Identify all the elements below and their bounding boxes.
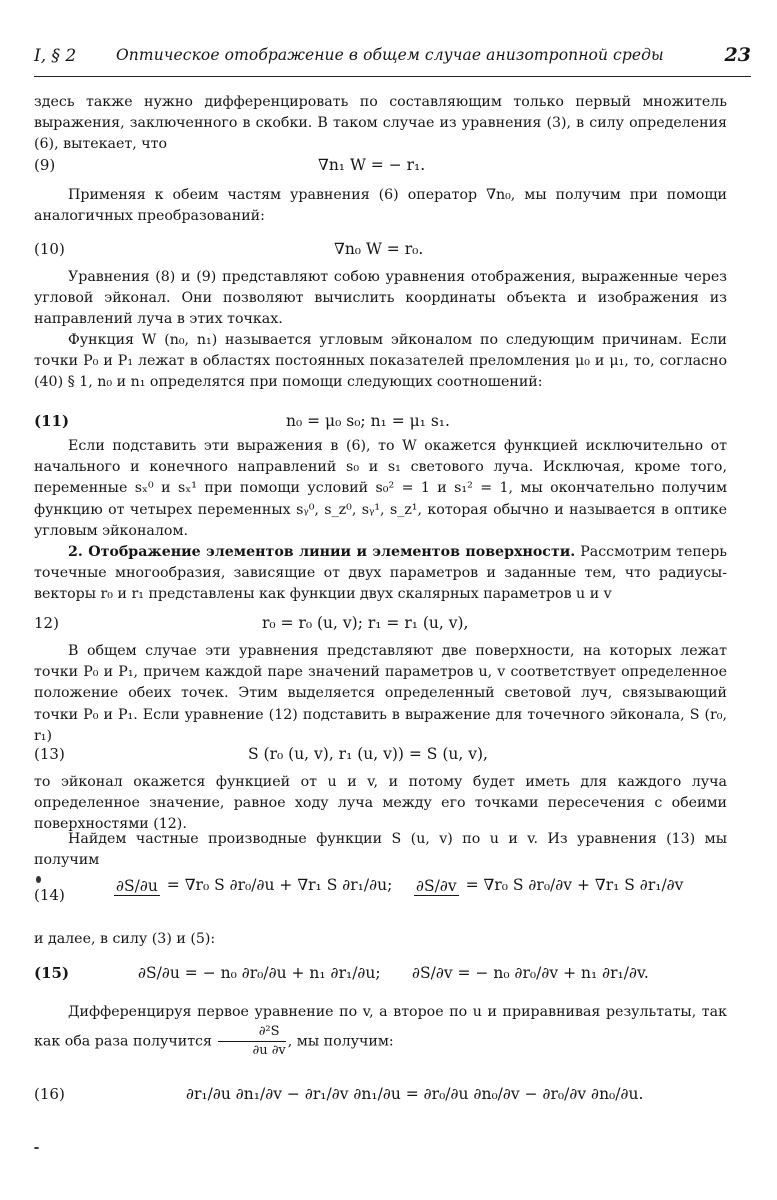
paragraph-11-text: Дифференцируя первое уравнение по v, а второе по u и приравнивая результаты, так как оба раза получится [34,1004,727,1050]
equation-9: ∇n₁ W = − r₁. [318,156,426,174]
fraction-denominator: ∂u ∂v [252,1043,286,1059]
header-section: I, § 2 [34,46,77,66]
equation-10: ∇n₀ W = r₀. [334,240,424,258]
running-header [34,42,751,77]
paragraph-10: и далее, в силу (3) и (5): [34,931,216,947]
equation-number-10: (10) [34,240,65,258]
page-number: 23 [724,44,751,66]
equation-14b-rhs: = ∇r₀ S ∂r₀/∂v + ∇r₁ S ∂r₁/∂v [465,876,684,894]
equation-15a: ∂S/∂u = − n₀ ∂r₀/∂u + n₁ ∂r₁/∂u; [138,964,381,982]
subsection-heading: 2. Отображение элементов линии и элементов поверхности. [68,544,576,560]
fraction-ds-du: ∂S/∂u [116,876,158,895]
equation-16: ∂r₁/∂u ∂n₁/∂v − ∂r₁/∂v ∂n₁/∂u = ∂r₀/∂u ∂n₀/∂v − ∂r₀/∂v ∂n₀/∂u. [186,1085,644,1103]
equation-13: S (r₀ (u, v), r₁ (u, v)) = S (u, v), [248,745,488,763]
equation-14a-rhs: = ∇r₀ S ∂r₀/∂u + ∇r₁ S ∂r₁/∂u; [166,876,393,894]
equation-15b: ∂S/∂v = − n₀ ∂r₀/∂v + n₁ ∂r₁/∂v. [412,964,649,982]
equation-14b [412,876,683,896]
paragraph-6 [34,542,727,606]
paragraph-5: Если подставить эти выражения в (6), то W окажется функцией исключительно от начального и конечного направлений s₀ и s₁ светового луча. Исключая, кроме того, переменные sₓ⁰ и sₓ¹ при помощи условий s₀² = 1 и s₁² = 1, мы окончательно получим функцию от четырех переменных sᵧ⁰, s_z⁰, sᵧ¹, s_z¹, которая обычно и называется в оптике угловым эйконалом. [34,438,727,539]
paragraph-4: Функция W (n₀, n₁) называется угловым эйконалом по следующим причинам. Если точки P₀ и P₁ лежат в областях постоянных показателей преломления μ₀ и μ₁, то, согласно (40) § 1, n₀ и n₁ определятся при помощи следующих соотношений: [34,332,727,391]
equation-number-12: 12) [34,614,59,632]
paragraph-6-text: Рассмотрим теперь точечные многообразия, зависящие от двух параметров и заданные тем, что радиусы-векторы r₀ и r₁ представлены как функции двух скалярных параметров u и v [34,544,727,603]
equation-number-15: (15) [34,964,70,982]
print-speck [36,876,41,883]
print-speck [34,1147,39,1149]
equation-number-9: (9) [34,156,56,174]
equation-12: r₀ = r₀ (u, v); r₁ = r₁ (u, v), [262,614,469,632]
equation-number-16: (16) [34,1085,65,1103]
paragraph-3: Уравнения (8) и (9) представляют собою уравнения отображения, выраженные через угловой эйконал. Они позволяют вычислить координаты объекта и изображения из направлений луча в этих точках. [34,269,727,328]
fraction-ds-dv: ∂S/∂v [416,876,457,895]
paragraph-1: здесь также нужно дифференцировать по составляющим только первый множитель выражения, заключенного в скобки. В таком случае из уравнения (3), в силу определения (6), вытекает, что [34,94,727,153]
equation-number-13: (13) [34,745,65,763]
paragraph-2: Применяя к обеим частям уравнения (6) оператор ∇n₀, мы получим при помощи аналогичных преобразований: [34,187,727,225]
paragraph-9: Найдем частные производные функции S (u, v) по u и v. Из уравнения (13) мы получим [34,831,727,869]
equation-11: n₀ = μ₀ s₀; n₁ = μ₁ s₁. [286,412,450,430]
header-title: Оптическое отображение в общем случае анизотропной среды [116,46,664,64]
fraction-numerator: ∂²S [218,1023,285,1042]
paragraph-11 [34,1002,727,1060]
paragraph-7: В общем случае эти уравнения представляют две поверхности, на которых лежат точки P₀ и P₁, причем каждой паре значений параметров u, v соответствует определенное положение обеих точек. Этим выделяется определенный световой луч, связывающий точки P₀ и P₁. Если уравнение (12) подставить в выражение для точечного эйконала, S (r₀, r₁) [34,643,727,744]
equation-number-11: (11) [34,412,70,430]
equation-number-14: (14) [34,886,65,904]
equation-14a [112,876,392,896]
fraction-d2s-dudv [218,1023,285,1060]
paragraph-11-end: , мы получим: [287,1033,394,1050]
paragraph-8: то эйконал окажется функцией от u и v, и потому будет иметь для каждого луча определенное значение, равное ходу луча между его точками пересечения с обеими поверхностями (12). [34,774,727,833]
